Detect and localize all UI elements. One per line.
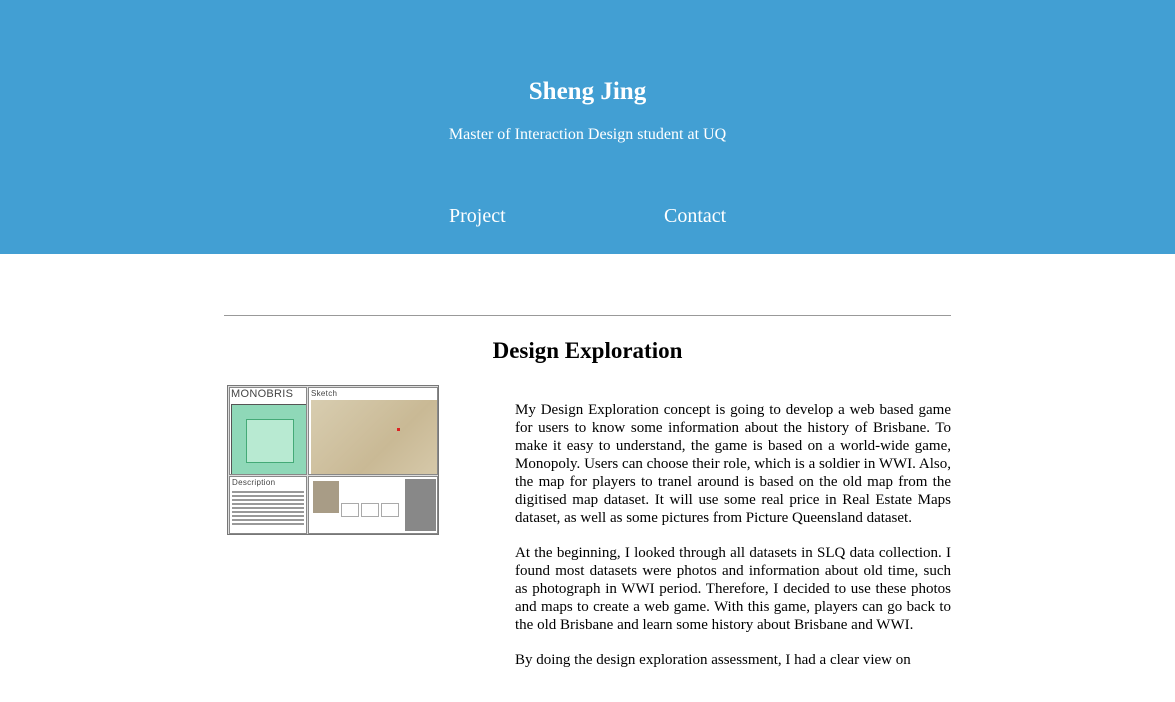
placeholder-box <box>361 503 379 517</box>
divider <box>224 315 951 316</box>
paragraph: By doing the design exploration assessment, I had a clear view on <box>515 652 911 668</box>
thumbnail-board-panel <box>229 387 307 475</box>
thumbnail-title: MONOBRIS <box>231 388 294 400</box>
placeholder-box <box>381 503 399 517</box>
design-thumbnail-image <box>227 385 439 535</box>
paragraph: My Design Exploration concept is going to develop a web based game for users to know some information about the history of Brisbane. To make it easy to understand, the game is based on a world-wide game, Monopoly. Users can choose their role, which is a soldier in WWI. Also, the map for players to tranel around is based on the old map from the digitised map dataset. It will use some real price in Real Estate Maps dataset, as well as some pictures from Picture Queensland dataset. <box>515 402 951 526</box>
paragraph: At the beginning, I looked through all datasets in SLQ data collection. I found most datasets were photos and information about old time, such as photograph in WWI period. Therefore, I decided to use these photos and maps to create a web game. With this game, players can go back to the old Brisbane and learn some history about Brisbane and WWI. <box>515 545 951 633</box>
site-subtitle: Master of Interaction Design student at UQ <box>448 126 727 143</box>
thumbnail-ui-panel <box>308 476 438 534</box>
thumbnail-sketch-panel <box>308 387 438 475</box>
monopoly-board-graphic <box>231 404 307 475</box>
nav-contact[interactable]: Contact <box>664 205 727 227</box>
placeholder-box <box>341 503 359 517</box>
nav-project[interactable]: Project <box>449 205 506 227</box>
site-header <box>0 0 1175 254</box>
soldier-photo <box>313 481 339 513</box>
section-body <box>515 401 951 686</box>
thumbnail-sketch-label: Sketch <box>311 389 338 398</box>
site-title: Sheng Jing <box>528 78 647 105</box>
old-map-graphic <box>311 400 438 475</box>
description-lines <box>232 489 304 527</box>
thumbnail-description-label: Description <box>232 478 276 487</box>
thumbnail-description-panel <box>229 476 307 534</box>
newspaper-photo <box>405 479 436 531</box>
section-heading: Design Exploration <box>492 338 683 363</box>
